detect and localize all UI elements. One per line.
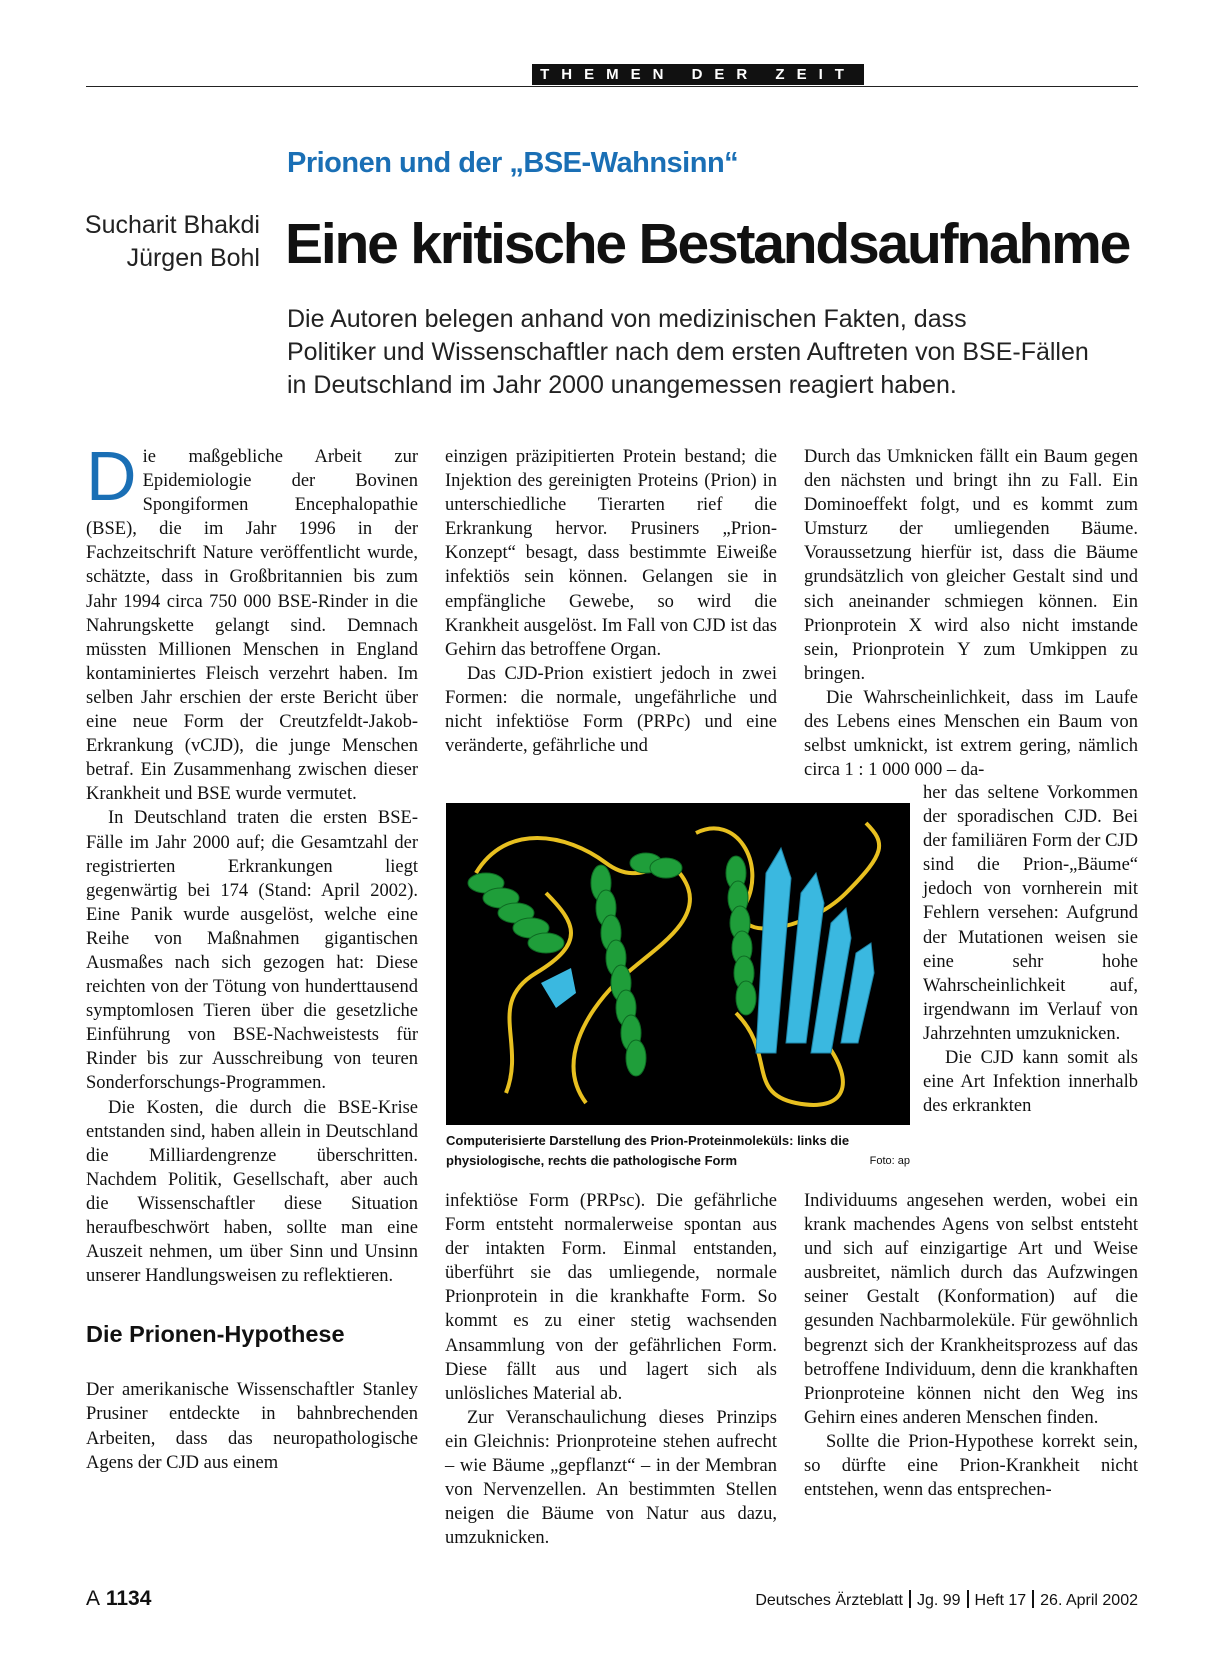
- text-column-2: [445, 445, 777, 758]
- article-lead: [287, 303, 1127, 402]
- body-paragraph: Der amerikanische Wissenschaftler Stanley Prusiner entdeckte in bahnbrechenden Arbeiten, dass das neuropathologische Agens der CJD aus einem: [86, 1380, 418, 1473]
- body-paragraph: einzigen präzipitierten Protein bestand; die Injektion des gereinigten Proteins (Prion) in unterschiedliche Tierarten rief die Erkrankung hervor. Prusiners „Prion-Konzept“ besagt, dass bestimmte Eiweiße infektiös sein können. Gelangen sie in empfängliche Gewebe, so wird die Krankheit ausgelöst. Im Fall von CJD ist das Gehirn das betroffene Organ.: [445, 447, 777, 660]
- divider: [967, 1590, 969, 1608]
- prion-molecule-image: [446, 803, 910, 1125]
- page-prefix: A: [86, 1587, 101, 1610]
- journal-volume: Jg. 99: [916, 1592, 961, 1609]
- section-label: THEMEN DER ZEIT: [532, 64, 864, 85]
- body-paragraph: infektiöse Form (PRPsc). Die gefährliche Form entsteht normalerweise spontan aus der intakten Form. Einmal entstanden, überführt sie das umliegende, normale Prionprotein in die krankhafte Form. So kommt es zu einer stetig wachsenden Ansammlung von der gefährlichen Form. Diese fällt aus und lagert sich als unlösliches Material ab.: [445, 1191, 777, 1404]
- journal-issue: Heft 17: [974, 1592, 1027, 1609]
- caption-text: Computerisierte Darstellung des Prion-Proteinmoleküls: links die physiologische, rechts die pathologische Form: [446, 1133, 850, 1168]
- body-paragraph: Die CJD kann somit als eine Art Infektion innerhalb des erkrankten: [923, 1048, 1138, 1117]
- divider: [909, 1590, 911, 1608]
- lead-line: Politiker und Wissenschaftler nach dem ersten Auftreten von BSE-Fällen: [287, 338, 1089, 366]
- text-column-1: [86, 437, 418, 1475]
- body-paragraph: [86, 437, 418, 806]
- helix-turn: [626, 1040, 646, 1076]
- text-column-3-continued: [804, 1189, 1138, 1502]
- helix-turn: [650, 858, 682, 878]
- lead-line: Die Autoren belegen anhand von medizinischen Fakten, dass: [287, 305, 967, 333]
- body-paragraph: Die Kosten, die durch die BSE-Krise entstanden sind, haben allein in Deutschland die Milliardengrenze überschritten. Nachdem Politik, Gesellschaft, aber auch die Wissenschaftler diese Situation heraufbeschwört haben, sollte man eine Auszeit nehmen, um über Sinn und Unsinn unserer Handlungsweisen zu reflektieren.: [86, 1097, 418, 1287]
- section-header-bar: [86, 64, 1138, 87]
- helix-turn: [528, 933, 564, 953]
- figure-caption: [446, 1131, 910, 1171]
- journal-date: 26. April 2002: [1040, 1592, 1138, 1609]
- body-paragraph: Die Wahrscheinlichkeit, dass im Laufe des Lebens eines Menschen ein Baum von selbst umknickt, ist extrem gering, nämlich circa 1 : 1 000 000 – da-: [804, 687, 1138, 781]
- body-paragraph: In Deutschland traten die ersten BSE-Fälle im Jahr 2000 auf; die Gesamtzahl der registrierten Erkrankungen liegt gegenwärtig bei 174 (Stand: April 2002). Eine Panik wurde ausgelöst, welche eine Reihe von Maßnahmen gigantischen Ausmaßes nach sich gezogen hat: Diese reichten von der Tötung von hunderttausend symptomlosen Tieren über die gesetzliche Einführung von BSE-Nachweistests für Rinder bis zur Ausschreibung von teuren Sonderforschungs-Programmen.: [86, 808, 418, 1094]
- body-paragraph: Das CJD-Prion existiert jedoch in zwei Formen: die normale, ungefährliche und nicht infektiöse Form (PRPc) und eine veränderte, gefährliche und: [445, 663, 777, 757]
- helix-turn: [736, 981, 756, 1015]
- text-column-3-wrap: [923, 781, 1138, 1118]
- author-name: Sucharit Bhakdi: [84, 211, 260, 239]
- section-subheading: Die Prionen-Hypothese: [86, 1321, 345, 1348]
- photo-credit: Foto: ap: [869, 1155, 910, 1167]
- body-paragraph: Sollte die Prion-Hypothese korrekt sein, so dürfte eine Prion-Krankheit nicht entstehen, wenn das entsprechen-: [804, 1431, 1138, 1501]
- body-paragraph: Individuums angesehen werden, wobei ein krank machendes Agens von selbst entsteht und sich auf einzigartige Art und Weise ausbreitet, nämlich durch das Aufzwingen seiner Gestalt (Konformation) auf die gesunden Nachbarmoleküle. Für gewöhnlich begrenzt sich der Krankheitsprozess auf das betroffene Individuum, denn die krankhaften Prionproteine können nicht den Weg ins Gehirn eines anderen Menschen finden.: [804, 1191, 1138, 1428]
- prion-molecule-figure: [446, 803, 910, 1125]
- body-paragraph: her das seltene Vorkommen der sporadischen CJD. Bei der familiären Form der CJD sind die Prion-„Bäume“ jedoch von vornherein mit Fehlern versehen: Aufgrund der Mutationen weisen sie eine sehr hohe Wahrscheinlichkeit auf, irgendwann im Verlauf von Jahrzehnten umzuknicken.: [923, 783, 1138, 1044]
- article-headline: Eine kritische Bestandsaufnahme: [285, 212, 1130, 276]
- divider: [1032, 1590, 1034, 1608]
- article-kicker: Prionen und der „BSE-Wahnsinn“: [287, 147, 739, 179]
- lead-line: in Deutschland im Jahr 2000 unangemessen reagiert haben.: [287, 371, 957, 399]
- drop-cap: D: [86, 437, 137, 515]
- journal-name: Deutsches Ärzteblatt: [755, 1592, 903, 1609]
- author-list: [60, 209, 260, 275]
- body-paragraph: Durch das Umknicken fällt ein Baum gegen den nächsten und bringt ihn zu Fall. Ein Dominoeffekt folgt, und es kommt zum Umsturz der umliegenden Bäume. Voraussetzung hierfür ist, dass die Bäume grundsätzlich von gleicher Gestalt sind und sich aneinander schmiegen können. Ein Prionprotein X wird also nicht imstande sein, Prionprotein Y zum Umkippen zu bringen.: [804, 447, 1138, 684]
- text-column-3: [804, 445, 1138, 782]
- text-column-2-continued: [445, 1189, 777, 1550]
- body-paragraph: Zur Veranschaulichung dieses Prinzips ein Gleichnis: Prionproteine stehen aufrecht – wie Bäume „gepflanzt“ – in der Membran von Nervenzellen. An bestimmten Stellen neigen die Bäume von Natur aus dazu, umzuknicken.: [445, 1407, 777, 1549]
- page-number: [86, 1587, 151, 1611]
- page-footer: [86, 1587, 1138, 1613]
- author-name: Jürgen Bohl: [126, 244, 260, 272]
- page-number-value: 1134: [105, 1587, 152, 1610]
- paragraph-text: ie maßgebliche Arbeit zur Epidemiologie der Bovinen Spongiformen Encephalopathie (BSE), die im Jahr 1996 in der Fachzeitschrift Nature veröffentlicht wurde, schätzte, dass in Großbritannien bis zum Jahr 1994 circa 750 000 BSE-Rinder in die Nahrungskette gelangt sind. Demnach müssten Millionen Menschen in England kontaminiertes Fleisch verzehrt haben. Im selben Jahr erschien der erste Bericht über eine neue Form der Creutzfeldt-Jakob-Erkrankung (vCJD), die junge Menschen betraf. Ein Zusammenhang zwischen dieser Krankheit und BSE wurde vermutet.: [86, 447, 418, 805]
- journal-info: [755, 1590, 1138, 1610]
